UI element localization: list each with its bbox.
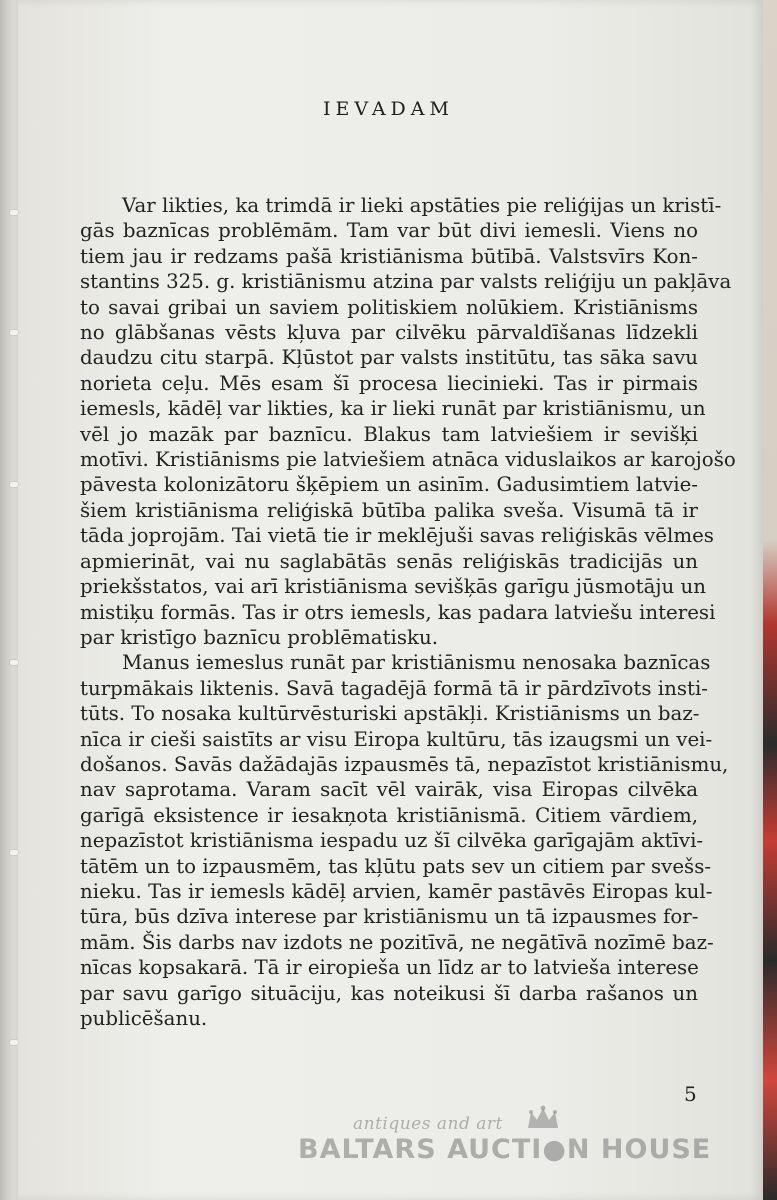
text-line: nīcas kopsakarā. Tā ir eiropieša un līdz ar to latvieša interese xyxy=(80,956,699,980)
text-line: daudzu citu starpā. Kļūstot par valsts institūtu, tas sāka savu xyxy=(80,346,698,370)
text-line: pāvesta kolonizātoru šķēpiem un asinīm. Gadusimtiem latvie- xyxy=(80,473,698,497)
text-line: tāda joprojām. Tai vietā tie ir meklējuši savas reliģiskās vēlmes xyxy=(80,524,714,548)
paragraph xyxy=(80,193,736,650)
binding-stitch xyxy=(10,660,18,665)
text-line: tātēm un to izpausmēm, tas kļūtu pats sev un citiem par svešs- xyxy=(80,854,712,878)
crown-icon xyxy=(526,1104,560,1132)
watermark-tagline: antiques and art xyxy=(353,1114,503,1134)
text-line: nieku. Tas ir iemesls kādēļ arvien, kamēr pastāvēs Eiropas kul- xyxy=(80,879,713,903)
chapter-heading: IEVADAM xyxy=(323,98,454,120)
binding-stitch xyxy=(10,210,18,215)
text-line: publicēšanu. xyxy=(80,1007,208,1030)
auction-watermark xyxy=(298,1108,712,1178)
text-line: apmierināt, vai nu saglabātās senās reliģiskās tradicijās un xyxy=(80,549,698,573)
binding-stitch xyxy=(10,482,18,487)
text-line: nav saprotama. Varam sacīt vēl vairāk, visa Eiropas cilvēka xyxy=(80,778,698,802)
text-line: no glābšanas vēsts kļuva par cilvēku pārvaldīšanas līdzekli xyxy=(80,321,698,345)
page-number: 5 xyxy=(684,1082,697,1106)
text-line: tūra, būs dzīva interese par kristiānismu un tā izpausmes for- xyxy=(80,905,699,929)
text-line: nepazīstot kristiānisma iespadu uz šī cilvēka garīgajām aktīvi- xyxy=(80,829,704,853)
text-line: priekšstatos, vai arī kristiānisma sevišķās garīgu jūsmotāju un xyxy=(80,575,706,599)
background-cover-strip xyxy=(763,0,777,1200)
binding-stitch xyxy=(10,330,18,335)
text-line: mām. Šis darbs nav izdots ne pozitīvā, ne negātīvā nozīmē baz- xyxy=(80,930,714,954)
text-line: tūts. To nosaka kultūrvēsturiski apstākļi. Kristiānisms un baz- xyxy=(80,702,700,726)
body-text xyxy=(80,193,736,1031)
binding-stitch xyxy=(10,1040,18,1045)
text-line: par kristīgo baznīcu problēmatisku. xyxy=(80,625,439,649)
text-line: tiem jau ir redzams pašā kristiānisma būtībā. Valstsvīrs Kon- xyxy=(80,244,698,268)
text-line: iemesls, kādēļ var likties, ka ir lieki runāt par kristiānismu, un xyxy=(80,397,706,421)
text-line: stantins 325. g. kristiānismu atzina par valsts reliģiju un pakļāva xyxy=(80,270,732,294)
text-line: gās baznīcas problēmām. Tam var būt divi iemesli. Viens no xyxy=(80,219,698,243)
text-line: motīvi. Kristiānisms pie latviešiem atnāca viduslaikos ar karojošo xyxy=(80,448,736,472)
watermark-name: BALTARS AUCTI●N HOUSE xyxy=(298,1134,712,1165)
text-line: došanos. Savās dažādajās izpausmēs tā, nepazīstot kristiānismu, xyxy=(80,752,729,776)
text-line: norieta ceļu. Mēs esam šī procesa liecinieki. Tas ir pirmais xyxy=(80,371,698,395)
paragraph xyxy=(80,650,729,1031)
paragraphs xyxy=(80,193,736,1031)
text-line: šiem kristiānisma reliģiskā būtība palika sveša. Visumā tā ir xyxy=(80,498,698,522)
binding-stitch xyxy=(10,850,18,855)
text-line: nīca ir cieši saistīts ar visu Eiropa kultūru, tās izaugsmi un vei- xyxy=(80,727,713,751)
text-line: Manus iemeslus runāt par kristiānismu nenosaka baznīcas xyxy=(122,651,711,675)
text-line: par savu garīgo situāciju, kas noteikusi šī darba rašanos un xyxy=(80,981,698,1005)
text-line: vēl jo mazāk par baznīcu. Blakus tam latviešiem ir sevišķi xyxy=(80,422,698,446)
text-line: Var likties, ka trimdā ir lieki apstāties pie reliģijas un kristī- xyxy=(122,194,722,217)
text-line: mistiķu formās. Tas ir otrs iemesls, kas padara latviešu interesi xyxy=(80,600,716,624)
text-line: garīgā eksistence ir iesakņota kristiānismā. Citiem vārdiem, xyxy=(80,803,698,827)
text-line: turpmākais liktenis. Savā tagadējā formā tā ir pārdzīvots insti- xyxy=(80,676,708,700)
text-line: to savai gribai un saviem politiskiem nolūkiem. Kristiānisms xyxy=(80,295,698,319)
